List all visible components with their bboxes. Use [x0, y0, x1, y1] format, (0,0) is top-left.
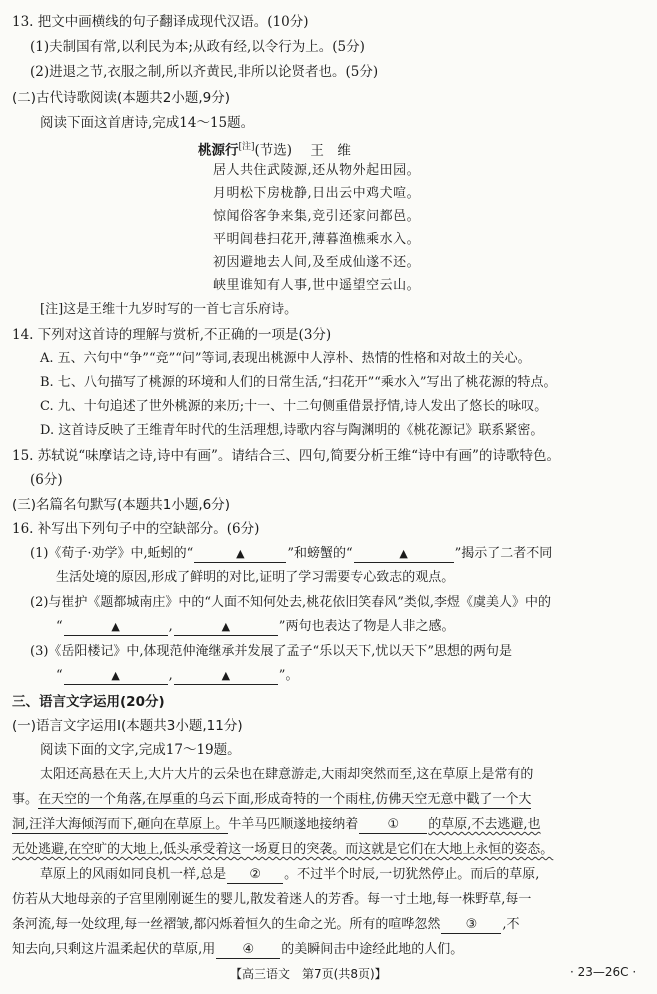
q16-item-2: (2)与崔护《题都城南庄》中的“人面不知何处去,桃花依旧笑春风”类似,李煜《虞美人》中的 — [30, 595, 551, 610]
section-2-heading: (二)古代诗歌阅读(本题共2小题,9分) — [12, 90, 231, 106]
poem-line-4: 平明闾巷扫花开,薄暮渔樵乘水入。 — [213, 232, 421, 247]
q16-item-2-cont: “ ▲ , ▲ ”两句也表达了物是人非之感。 — [56, 619, 455, 634]
passage-line-5: 草原上的风雨如同良机一样,总是 ② 。不过半个时辰,一切犹然停止。而后的草原, — [40, 867, 540, 882]
section-2-intro: 阅读下面这首唐诗,完成14～15题。 — [40, 115, 255, 131]
part-3-intro: 阅读下面的文字,完成17～19题。 — [40, 742, 241, 758]
poem-note-mark: [注] — [238, 142, 255, 152]
part-3-subheading: (一)语言文字运用Ⅰ(本题共3小题,11分) — [12, 718, 243, 734]
q16-item-1-cont: 生活处境的原因,形成了鲜明的对比,证明了学习需要专心致志的观点。 — [56, 570, 455, 585]
passage-line-6: 仿若从大地母亲的子宫里刚刚诞生的婴儿,散发着迷人的芳香。每一寸土地,每一株野草,每一 — [12, 892, 532, 907]
underlined-sentence: 洞,汪洋大海倾泻而下,砸向在草原上。 — [12, 817, 229, 832]
q14-stem: 14. 下列对这首诗的理解与赏析,不正确的一项是(3分) — [12, 327, 332, 343]
q16-item-3: (3)《岳阳楼记》中,体现范仲淹继承并发展了孟子“乐以天下,忧以天下”思想的两句是 — [30, 644, 512, 659]
triangle-marker: ▲ — [111, 669, 120, 682]
idiom-blank-2[interactable]: ② — [227, 867, 283, 884]
part-3-heading: 三、语言文字运用(20分) — [12, 694, 165, 710]
idiom-blank-1[interactable]: ① — [359, 817, 427, 834]
fill-blank[interactable] — [354, 546, 454, 563]
passage-line-3: 洞,汪洋大海倾泻而下,砸向在草原上。牛羊马匹顺遂地接纳着 ① 的草原,不去逃避,也 — [12, 817, 541, 832]
triangle-marker: ▲ — [221, 620, 231, 633]
passage-line-7: 条河流,每一处纹理,每一丝褶皱,都闪烁着恒久的生命之光。所有的喧哗忽然 ③ ,不 — [12, 917, 520, 932]
poem-line-3: 惊闻俗客争来集,竞引还家问都邑。 — [213, 209, 421, 224]
poem-line-5: 初因避地去人间,及至成仙遂不还。 — [213, 255, 421, 270]
idiom-blank-4[interactable]: ④ — [216, 942, 280, 959]
passage-line-8: 知去向,只剩这片温柔起伏的草原,用 ④ 的美瞬间击中途经此地的人们。 — [12, 942, 464, 957]
fill-blank[interactable] — [64, 619, 168, 636]
passage-line-2: 事。在天空的一个角落,在厚重的乌云下面,形成奇特的一个雨柱,仿佛天空无意中戳了一个大 — [12, 792, 532, 807]
poem-subtitle: (节选) — [254, 142, 293, 159]
poem-line-6: 峡里谁知有人事,世中遥望空云山。 — [213, 278, 421, 293]
wavy-underlined-sentence: 无处逃避,在空旷的大地上,低头承受着这一场夏日的突袭。而这就是它们在大地上永恒的姿态。 — [12, 842, 554, 857]
poem-line-2: 月明松下房栊静,日出云中鸡犬喧。 — [213, 186, 421, 201]
fill-blank[interactable] — [64, 668, 168, 685]
poem-title: 桃源行 — [198, 142, 239, 159]
triangle-marker: ▲ — [236, 547, 245, 560]
triangle-marker: ▲ — [399, 547, 408, 560]
passage-line-4 — [12, 840, 553, 860]
q15-stem: 15. 苏轼说“味摩诘之诗,诗中有画”。请结合三、四句,简要分析王维“诗中有画”的诗歌特色。 — [12, 448, 560, 464]
q14-option-a: A. 五、六句中“争”“竞”“问”等词,表现出桃源中人淳朴、热情的性格和对故土的关心。 — [40, 351, 531, 366]
wavy-underlined-sentence: 的草原,不去逃避,也 — [428, 817, 541, 832]
q15-points: (6分) — [30, 472, 63, 488]
triangle-marker: ▲ — [221, 669, 231, 682]
q14-option-d: D. 这首诗反映了王维青年时代的生活理想,诗歌内容与陶渊明的《桃花源记》联系紧密。 — [40, 423, 544, 438]
q14-option-b: B. 七、八句描写了桃源的环境和人们的日常生活,“扫花开”“乘水入”写出了桃花源的特点。 — [40, 375, 557, 390]
underlined-sentence: 在天空的一个角落,在厚重的乌云下面,形成奇特的一个雨柱,仿佛天空无意中戳了一个大 — [38, 792, 532, 807]
q13-sentence-2: (2)进退之节,衣服之制,所以齐黄民,非所以论贤者也。(5分) — [30, 64, 379, 80]
triangle-marker: ▲ — [111, 620, 120, 633]
poem-author: 王 维 — [310, 142, 351, 159]
idiom-blank-3[interactable]: ③ — [441, 917, 501, 934]
passage-line-1: 太阳还高悬在天上,大片大片的云朵也在肆意游走,大雨却突然而至,这在草原上是常有的 — [40, 767, 534, 782]
fill-blank[interactable] — [174, 619, 278, 636]
q16-item-1: (1)《荀子·劝学》中,蚯蚓的“ ▲ ”和螃蟹的“ ▲ ”揭示了二者不同 — [30, 546, 553, 561]
fill-blank[interactable] — [194, 546, 286, 563]
page-number: 【高三语文 第7页(共8页)】 — [230, 967, 387, 981]
section-3-heading: (三)名篇名句默写(本题共1小题,6分) — [12, 497, 231, 513]
q13-sentence-1: (1)夫制国有常,以利民为本;从政有经,以令行为上。(5分) — [30, 39, 365, 55]
poem-note: [注]这是王维十九岁时写的一首七言乐府诗。 — [40, 302, 298, 317]
q16-stem: 16. 补写出下列句子中的空缺部分。(6分) — [12, 521, 260, 537]
exam-code: · 23—26C · — [570, 965, 637, 979]
fill-blank[interactable] — [174, 668, 278, 685]
poem-line-1: 居人共住武陵源,还从物外起田园。 — [213, 163, 421, 178]
q13-stem: 13. 把文中画横线的句子翻译成现代汉语。(10分) — [12, 14, 309, 30]
poem-title-line — [198, 137, 351, 161]
q16-item-3-cont: “ ▲ , ▲ ”。 — [56, 668, 299, 683]
q14-option-c: C. 九、十句追述了世外桃源的来历;十一、十二句侧重借景抒情,诗人发出了悠长的咏叹。 — [40, 399, 548, 414]
